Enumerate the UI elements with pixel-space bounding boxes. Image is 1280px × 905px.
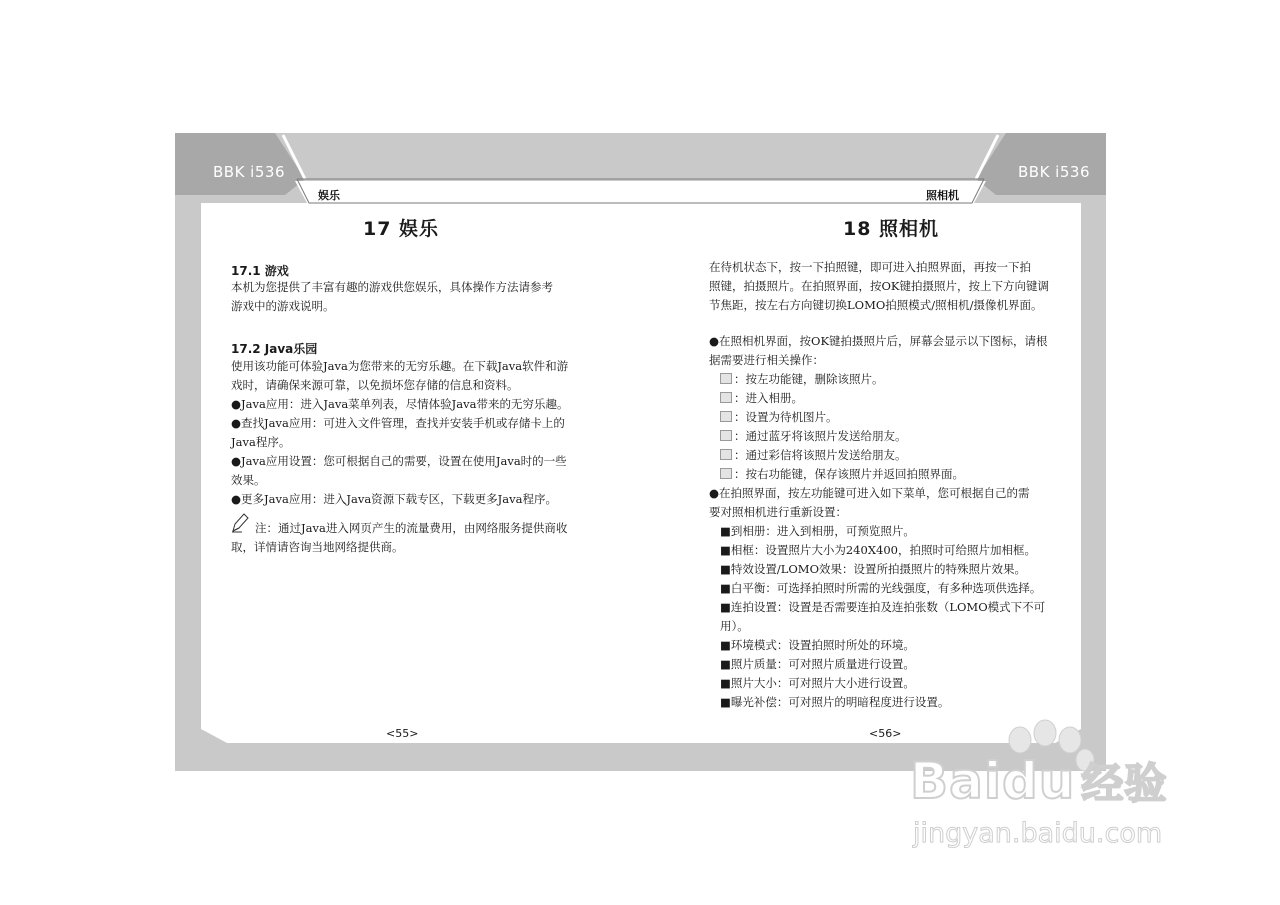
list-item: Java程序。	[231, 435, 291, 449]
list-item: ：通过彩信将该照片发送给朋友。	[709, 446, 1048, 465]
watermark-brand: Baidu 经验	[910, 752, 1168, 810]
list-item: ■照片质量：可对照片质量进行设置。	[720, 657, 915, 671]
list-item: ●Java应用：进入Java菜单列表，尽情体验Java带来的无穷乐趣。	[231, 397, 569, 411]
camera-icon-section: ●在照相机界面，按OK键拍摄照片后，屏幕会显示以下图标，请根 据需要进行相关操作： ：按左功能键，删除该照片。 ：进入相册。 ：设置为待机图片。 ：通过蓝牙将该照片发送给朋友。 ：通过彩信将该照片发送给朋友。 ：按右功能键，保存该照片并返回拍照界面。 ●在拍照界面，按左功能键可进入如下菜单，您可根据自己的需 要对照相机进行重新设置： ■到相册：进入到相册，可预览照片。 ■相框：设置照片大小为240X400，拍照时可给照片加相框。 ■特效设置/LOMO效果：设置所拍摄照片的特殊照片效果。 ■白平衡：可选择拍照时所需的光线强度，有多种选项供选择。 ■连拍设置：设置是否需要连拍及连拍张数（LOMO模式下不可 用）。 ■环境模式：设置拍照时所处的环境。 ■照片质量：可对照片质量进行设置。 ■照片大小：可对照片大小进行设置。 ■曝光补偿：可对照片的明暗程度进行设置。	[709, 332, 1048, 712]
brand-left: BBK i536	[213, 163, 285, 181]
section-17-1-title: 17.1 游戏	[231, 264, 289, 278]
watermark-url: jingyan.baidu.com	[913, 818, 1163, 849]
brand-right: BBK i536	[1018, 163, 1090, 181]
list-item: ■环境模式：设置拍照时所处的环境。	[720, 638, 915, 652]
mms-icon	[720, 449, 732, 460]
bluetooth-icon	[720, 430, 732, 441]
page-number-right: <56>	[869, 727, 902, 740]
list-item: ■白平衡：可选择拍照时所需的光线强度，有多种选项供选择。	[720, 581, 1042, 595]
list-item: ●Java应用设置：您可根据自己的需要，设置在使用Java时的一些	[231, 454, 567, 468]
note-text: 注：通过Java进入网页产生的流量费用，由网络服务提供商收 取，详情请咨询当地网络提供商。	[231, 521, 568, 554]
header-section-left: 娱乐	[318, 189, 340, 202]
chapter-title-18: 18 照相机	[843, 218, 940, 240]
list-item: ■连拍设置：设置是否需要连拍及连拍张数（LOMO模式下不可	[720, 600, 1046, 614]
list-item: 用）。	[720, 619, 749, 633]
list-item: ：按左功能键，删除该照片。	[709, 370, 1048, 389]
save-return-icon	[720, 468, 732, 479]
chapter-title-17: 17 娱乐	[363, 218, 440, 240]
wallpaper-icon	[720, 411, 732, 422]
page-number-left: <55>	[386, 727, 419, 740]
list-item: ■特效设置/LOMO效果：设置所拍摄照片的特殊照片效果。	[720, 562, 1027, 576]
list-item: ●更多Java应用：进入Java资源下载专区，下载更多Java程序。	[231, 492, 557, 506]
list-item: ：设置为待机图片。	[709, 408, 1048, 427]
list-item: ：按右功能键，保存该照片并返回拍照界面。	[709, 465, 1048, 484]
list-item: ：进入相册。	[709, 389, 1048, 408]
list-item: ●查找Java应用：可进入文件管理，查找并安装手机或存储卡上的	[231, 416, 565, 430]
list-item: ■相框：设置照片大小为240X400，拍照时可给照片加相框。	[720, 543, 1036, 557]
java-bullet-list	[231, 395, 569, 509]
list-item: ■到相册：进入到相册，可预览照片。	[720, 524, 915, 538]
camera-intro: 在待机状态下，按一下拍照键，即可进入拍照界面，再按一下拍 照键，拍摄照片。在拍照界面，按OK键拍摄照片，按上下方向键调 节焦距，按左右方向键切换LOMO拍照模式/照相机/摄像机界面。	[709, 260, 1050, 312]
delete-icon	[720, 373, 732, 384]
list-item: 效果。	[231, 473, 266, 487]
header-section-right: 照相机	[926, 189, 959, 202]
baidu-watermark	[905, 715, 1275, 865]
album-icon	[720, 392, 732, 403]
list-item: ：通过蓝牙将该照片发送给朋友。	[709, 427, 1048, 446]
section-17-2-text: 使用该功能可体验Java为您带来的无穷乐趣。在下载Java软件和游 戏时，请确保来源可靠，以免损坏您存储的信息和资料。	[231, 359, 569, 392]
section-17-1-text: 本机为您提供了丰富有趣的游戏供您娱乐，具体操作方法请参考 游戏中的游戏说明。	[231, 280, 553, 313]
list-item: ■曝光补偿：可对照片的明暗程度进行设置。	[720, 695, 950, 709]
list-item: ■照片大小：可对照片大小进行设置。	[720, 676, 915, 690]
section-17-2-title: 17.2 Java乐园	[231, 342, 318, 356]
